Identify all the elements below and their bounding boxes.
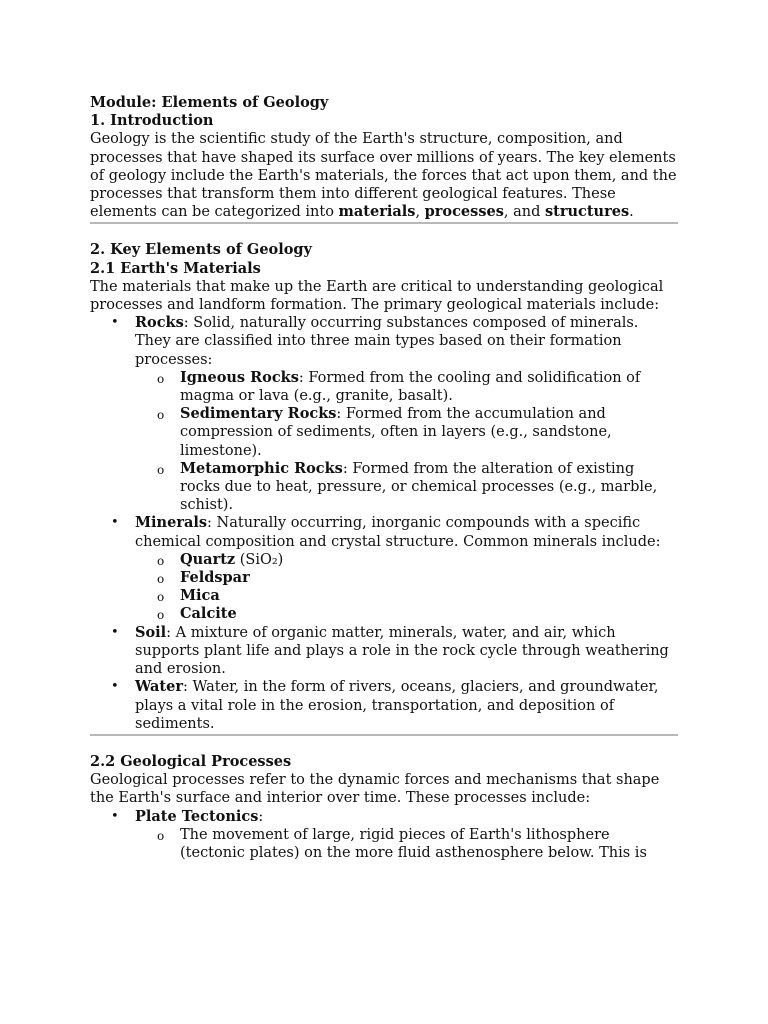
list-item-soil: • Soil: A mixture of organic matter, minerals, water, and air, which supports plant life and plays a role in the rock cycle through weathering and erosion. xyxy=(90,624,678,679)
module-title: Module: Elements of Geology xyxy=(90,94,329,111)
minerals-examples-list xyxy=(135,551,678,624)
list-item-calcite: o Calcite xyxy=(135,605,678,623)
list-item-minerals: • Minerals: Naturally occurring, inorganic compounds with a specific chemical composition and crystal structure. Common minerals include: o Quartz (SiO₂) o Feldspar o Mica o Calcite xyxy=(90,514,678,623)
term-plate-tectonics: Plate Tectonics xyxy=(135,807,259,825)
list-item-igneous: o Igneous Rocks: Formed from the cooling and solidification of magma or lava (e.g., granite, basalt). xyxy=(135,369,678,405)
intro-heading: 1. Introduction xyxy=(90,112,214,130)
key-elements-heading: 2. Key Elements of Geology xyxy=(90,241,312,259)
list-item-water: • Water: Water, in the form of rivers, oceans, glaciers, and groundwater, plays a vital role in the erosion, transportation, and deposition of sediments. xyxy=(90,678,678,733)
list-item-rocks: • Rocks: Solid, naturally occurring substances composed of minerals. They are classified into three main types based on their formation processes: o Igneous Rocks: Formed from the cooling and solidification of magma or lava (e.g., granite, basalt). o Sedimentary Rocks: Formed from the accumulation and compression of sediments, often in layers (e.g., sandstone, limestone). o Metamorphic Rocks: Formed from the alteration of existing rocks due to heat, pressure, or chemical processes (e.g., marble, schist). xyxy=(90,314,678,514)
processes-intro: Geological processes refer to the dynamic forces and mechanisms that shape the Earth's surface and interior over time. These processes include: xyxy=(90,772,660,807)
term-soil: Soil xyxy=(135,623,167,641)
list-item-feldspar: o Feldspar xyxy=(135,569,678,587)
term-minerals: Minerals xyxy=(135,514,208,532)
document-page xyxy=(90,94,678,862)
materials-intro: The materials that make up the Earth are critical to understanding geological processes and landform formation. The primary geological materials include: xyxy=(90,278,664,314)
term-water: Water xyxy=(135,678,183,696)
list-item-plate-description: o The movement of large, rigid pieces of Earth's lithosphere (tectonic plates) on the more fluid asthenosphere below. This is xyxy=(135,826,678,862)
processes-list xyxy=(90,808,678,863)
plate-tectonics-sublist xyxy=(135,826,678,862)
list-item-metamorphic: o Metamorphic Rocks: Formed from the alteration of existing rocks due to heat, pressure, or chemical processes (e.g., marble, schist). xyxy=(135,460,678,515)
rock-types-list xyxy=(135,369,678,515)
term-structures: structures xyxy=(544,203,630,221)
term-rocks: Rocks xyxy=(135,314,184,332)
materials-list xyxy=(90,314,678,733)
list-item-quartz: o Quartz (SiO₂) xyxy=(135,551,678,569)
list-item-sedimentary: o Sedimentary Rocks: Formed from the accumulation and compression of sediments, often in layers (e.g., sandstone, limestone). xyxy=(135,405,678,460)
list-item-mica: o Mica xyxy=(135,587,678,605)
earth-materials-heading: 2.1 Earth's Materials xyxy=(90,259,261,277)
term-processes: processes xyxy=(424,203,504,221)
intro-paragraph: Geology is the scientific study of the Earth's structure, composition, and processes that have shaped its surface over millions of years. The key elements of geology include the Earth's materials, the forces that act upon them, and the processes that transform them into different geological features. These elements can be categorized into materials, processes, and structures. xyxy=(90,131,677,221)
geological-processes-heading: 2.2 Geological Processes xyxy=(90,752,292,770)
term-materials: materials xyxy=(338,203,416,221)
list-item-plate-tectonics: • Plate Tectonics: o The movement of large, rigid pieces of Earth's lithosphere (tectonic plates) on the more fluid asthenosphere below. This is xyxy=(90,808,678,863)
